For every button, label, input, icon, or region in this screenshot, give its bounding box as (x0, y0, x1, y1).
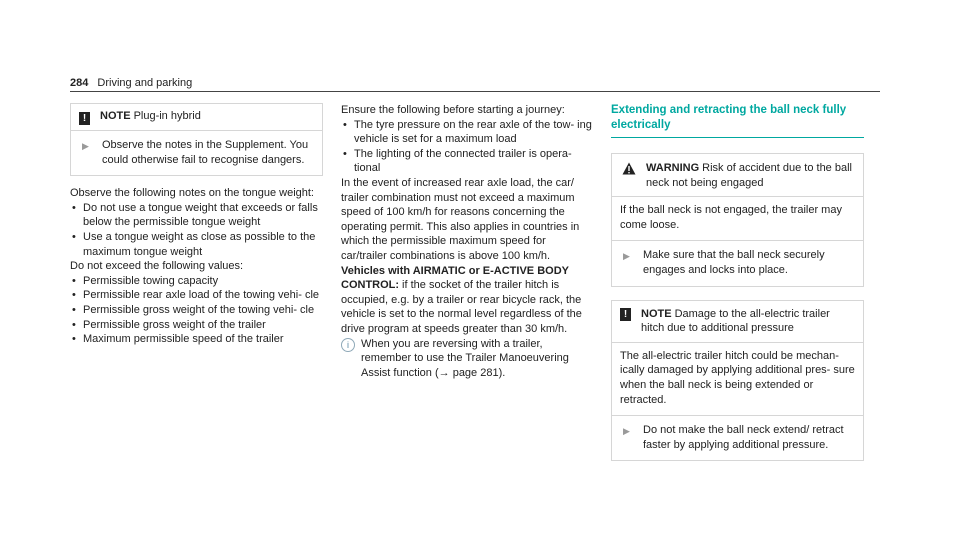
tongue-intro: Observe the following notes on the tongue weight: (70, 187, 314, 200)
instruction-step (620, 423, 855, 452)
section-title: Extending and retracting the ball neck fully electrically (611, 103, 864, 138)
note-title: Plug-in hybrid (133, 110, 201, 122)
list-item: • Maximum permissible speed of the trailer (70, 332, 323, 347)
list-item: • Permissible towing capacity (70, 274, 323, 289)
list-item: • Permissible gross weight of the towing vehi- cle (70, 303, 323, 318)
note-body (71, 130, 322, 175)
airmatic-paragraph (341, 264, 594, 337)
journey-intro: Ensure the following before starting a journey: (341, 104, 565, 116)
note-title: Damage to the all-electric trailer hitch due to additional pressure (641, 307, 830, 335)
instruction-step (620, 248, 855, 277)
instruction-step (79, 138, 314, 167)
warning-title: Risk of accident due to the ball neck not being engaged (646, 162, 852, 189)
step-arrow-icon: ▶ (82, 141, 89, 151)
values-intro: Do not exceed the following values: (70, 260, 244, 273)
column-middle (341, 103, 594, 380)
note-step-area (612, 415, 863, 460)
column-right (611, 103, 864, 461)
warning-body (612, 197, 863, 240)
note-label: NOTE (100, 110, 131, 122)
step-text: Observe the notes in the Supplement. You could otherwise fail to recognise dangers. (102, 139, 309, 166)
step-arrow-icon: ▶ (623, 426, 630, 437)
exclamation-icon: ! (620, 308, 631, 321)
step-text: Make sure that the ball neck securely engages and locks into place. (643, 249, 825, 276)
note-box-damage (611, 300, 864, 462)
note-header (71, 104, 322, 130)
airmatic-text: if the socket of the trailer hitch is occupied, e.g. by a trailer or rear bicycle rack, the vehicle is set to the normal level regardless of the drive program at speeds greater than 30 km/h. (341, 279, 582, 335)
step-arrow-icon: ▶ (623, 251, 630, 262)
warning-header (612, 154, 863, 197)
warning-triangle-icon (622, 162, 638, 190)
axle-load-paragraph: In the event of increased rear axle load, the car/ trailer combination must not exceed a maximum speed of 100 km/h for reasons concerning the operating permit. This also applies in countries in which the permissible maximum speed for car/trailer combinations is above 100 km/h. (341, 176, 580, 262)
list-item: • Permissible rear axle load of the towing vehi- cle (70, 288, 323, 303)
values-list (70, 274, 323, 347)
warning-step-area (612, 240, 863, 285)
note-body-text: The all-electric trailer hitch could be mechan- ically damaged by applying additional pres- sure when the ball neck is being extended or retracted. (620, 349, 855, 406)
journey-checklist (341, 118, 594, 176)
list-item: • The tyre pressure on the rear axle of the tow- ing vehicle is set for a maximum load (341, 118, 594, 147)
warning-heading (646, 161, 855, 190)
exclamation-icon: ! (79, 112, 90, 125)
note-box-plugin-hybrid (70, 103, 323, 176)
tongue-weight-list (70, 201, 323, 259)
info-note (341, 337, 594, 381)
chapter-title: Driving and parking (97, 77, 193, 89)
list-item: • Do not use a tongue weight that exceeds or falls below the permissible tongue weight (70, 201, 323, 230)
info-text: When you are reversing with a trailer, remember to use the Trailer Manoeuvering Assist function (→ page 281). (361, 337, 569, 379)
warning-label: WARNING (646, 162, 700, 174)
note-label: NOTE (641, 307, 672, 320)
note-header (612, 301, 863, 343)
warning-body-text: If the ball neck is not engaged, the trailer may come loose. (620, 204, 842, 231)
column-left (70, 103, 323, 347)
note-body (612, 343, 863, 415)
info-icon: i (341, 338, 355, 352)
page-header (70, 76, 192, 91)
page-number: 284 (70, 77, 89, 89)
warning-box (611, 153, 864, 287)
step-text: Do not make the ball neck extend/ retract faster by applying additional pressure. (643, 424, 844, 451)
list-item: • Use a tongue weight as close as possible to the maximum tongue weight (70, 230, 323, 259)
list-item: • The lighting of the connected trailer is opera- tional (341, 147, 594, 176)
airmatic-label: Vehicles with AIRMATIC or E-ACTIVE BODY CONTROL: (341, 264, 569, 292)
header-rule (70, 91, 880, 92)
list-item: • Permissible gross weight of the trailer (70, 318, 323, 333)
note-heading (641, 307, 855, 336)
